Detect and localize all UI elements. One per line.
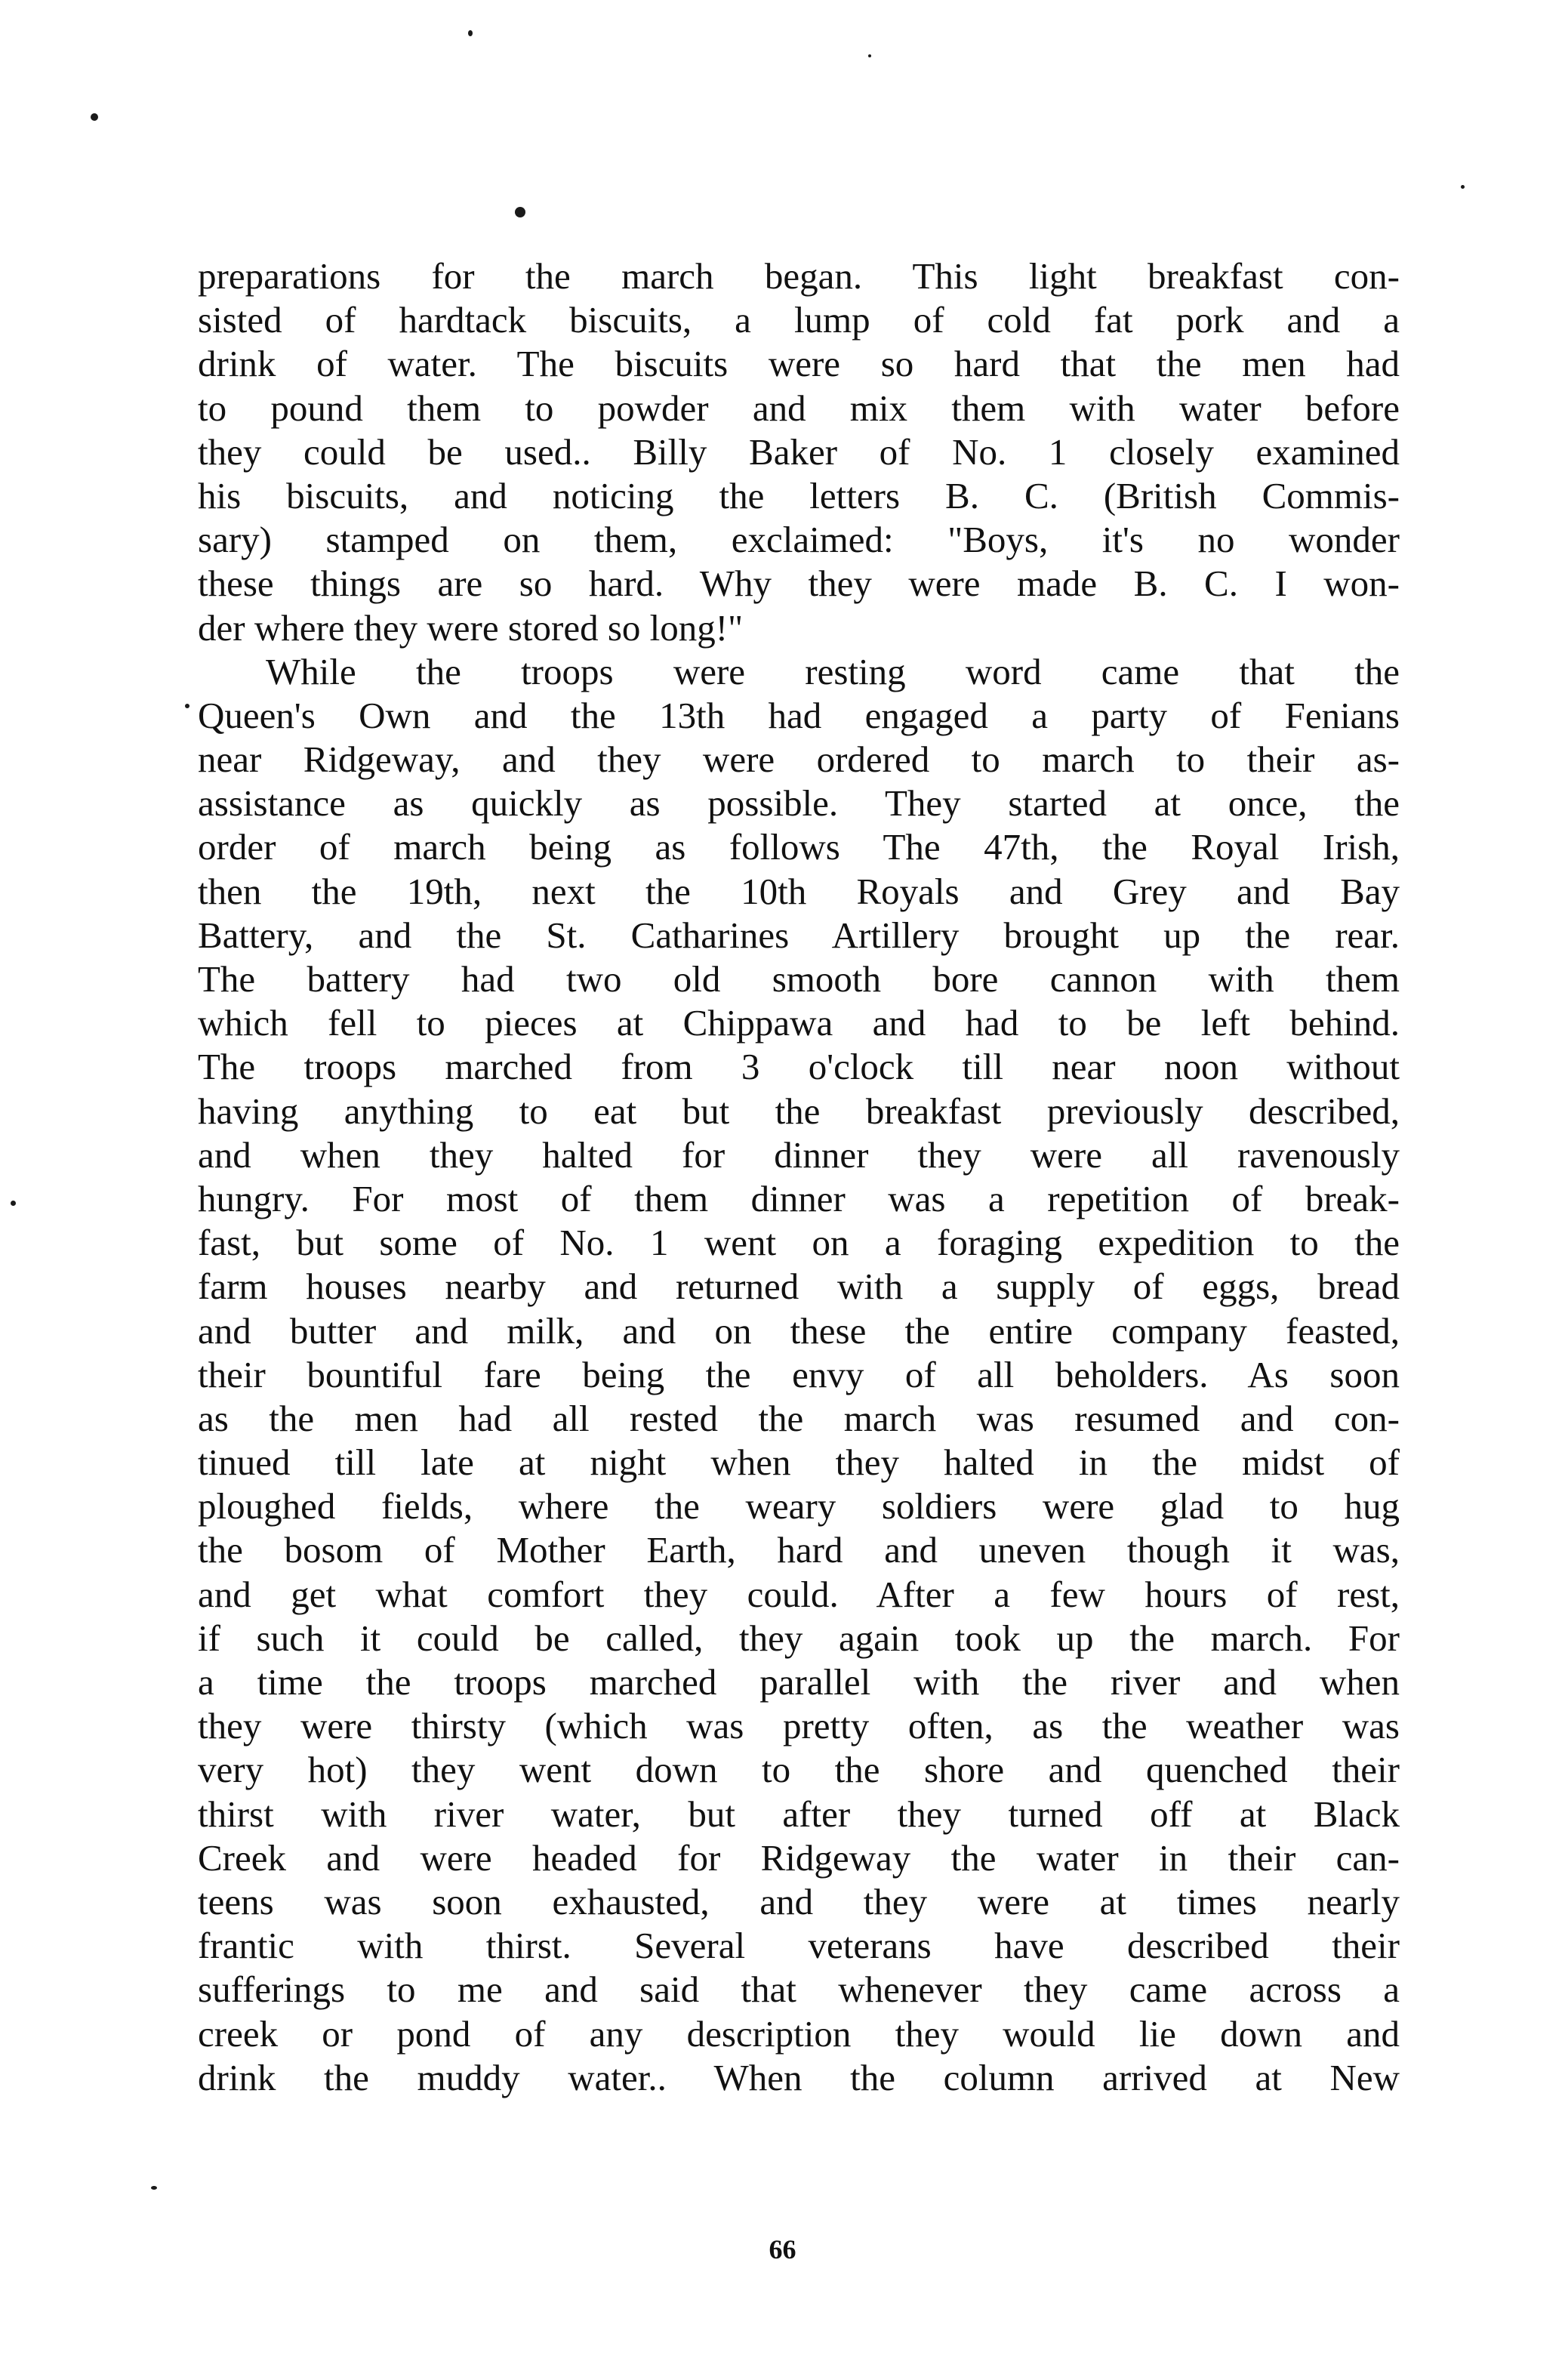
text-line: Queen's Own and the 13th had engaged a party of Fenians	[198, 694, 1400, 736]
text-line: teens was soon exhausted, and they were at times nearly	[198, 1880, 1400, 1922]
scan-speck	[515, 207, 525, 217]
text-line: and butter and milk, and on these the entire company feasted,	[198, 1309, 1400, 1352]
text-line: The battery had two old smooth bore cannon with them	[198, 958, 1400, 1000]
text-line: and when they halted for dinner they were all ravenously	[198, 1133, 1400, 1176]
text-line: farm houses nearby and returned with a supply of eggs, bread	[198, 1266, 1400, 1308]
text-line: which fell to pieces at Chippawa and had to be left behind.	[198, 1002, 1400, 1044]
text-line: drink the muddy water.. When the column arrived at New	[198, 2056, 1400, 2098]
scan-speck	[185, 704, 189, 708]
scan-speck	[468, 30, 473, 36]
text-line: drink of water. The biscuits were so hard that the men had	[198, 343, 1400, 385]
text-line: frantic with thirst. Several veterans have described their	[198, 1925, 1400, 1967]
text-line: Creek and were headed for Ridgeway the water in their can-	[198, 1836, 1400, 1879]
text-line: tinued till late at night when they halted in the midst of	[198, 1441, 1400, 1484]
text-line: assistance as quickly as possible. They started at once, the	[198, 782, 1400, 825]
text-line: While the troops were resting word came that the	[266, 650, 1400, 692]
text-line: a time the troops marched parallel with the river and when	[198, 1661, 1400, 1703]
text-line: they were thirsty (which was pretty often, as the weather was	[198, 1705, 1400, 1747]
text-line: sary) stamped on them, exclaimed: "Boys, it's no wonder	[198, 519, 1400, 561]
text-line: der where they were stored so long!"	[198, 606, 744, 649]
text-line: then the 19th, next the 10th Royals and Grey and Bay	[198, 870, 1400, 912]
text-line: sisted of hardtack biscuits, a lump of cold fat pork and a	[198, 299, 1400, 341]
scan-speck	[11, 1201, 16, 1206]
text-line: his biscuits, and noticing the letters B. C. (British Commis-	[198, 474, 1400, 516]
text-line: order of march being as follows The 47th, the Royal Irish,	[198, 826, 1400, 868]
text-line: Battery, and the St. Catharines Artillery brought up the rear.	[198, 914, 1400, 956]
text-line: these things are so hard. Why they were made B. C. I won-	[198, 563, 1400, 605]
text-line: ploughed fields, where the weary soldiers were glad to hug	[198, 1485, 1400, 1528]
text-line: thirst with river water, but after they turned off at Black	[198, 1793, 1400, 1835]
scan-speck	[91, 113, 98, 121]
scan-speck	[151, 2186, 157, 2190]
text-line: preparations for the march began. This light breakfast con-	[198, 255, 1400, 297]
text-line: hungry. For most of them dinner was a repetition of break-	[198, 1177, 1400, 1219]
text-line: near Ridgeway, and they were ordered to march to their as-	[198, 738, 1400, 781]
text-line: and get what comfort they could. After a few hours of rest,	[198, 1573, 1400, 1615]
text-line: having anything to eat but the breakfast previously described,	[198, 1090, 1400, 1132]
text-line: if such it could be called, they again took up the march. For	[198, 1617, 1400, 1659]
body-text	[198, 254, 1400, 2100]
text-line: sufferings to me and said that whenever they came across a	[198, 1968, 1400, 2011]
text-line: The troops marched from 3 o'clock till near noon without	[198, 1046, 1400, 1088]
text-line: to pound them to powder and mix them with water before	[198, 387, 1400, 429]
text-line: they could be used.. Billy Baker of No. 1 closely examined	[198, 430, 1400, 473]
text-line: as the men had all rested the march was resumed and con-	[198, 1397, 1400, 1439]
page-number: 66	[769, 2234, 796, 2264]
text-line: the bosom of Mother Earth, hard and uneven though it was,	[198, 1529, 1400, 1571]
text-line: creek or pond of any description they would lie down and	[198, 2012, 1400, 2055]
scan-speck	[1461, 185, 1465, 189]
scan-speck	[868, 54, 871, 57]
text-line: very hot) they went down to the shore and quenched their	[198, 1749, 1400, 1791]
text-line: fast, but some of No. 1 went on a foraging expedition to the	[198, 1222, 1400, 1264]
text-line: their bountiful fare being the envy of all beholders. As soon	[198, 1353, 1400, 1395]
